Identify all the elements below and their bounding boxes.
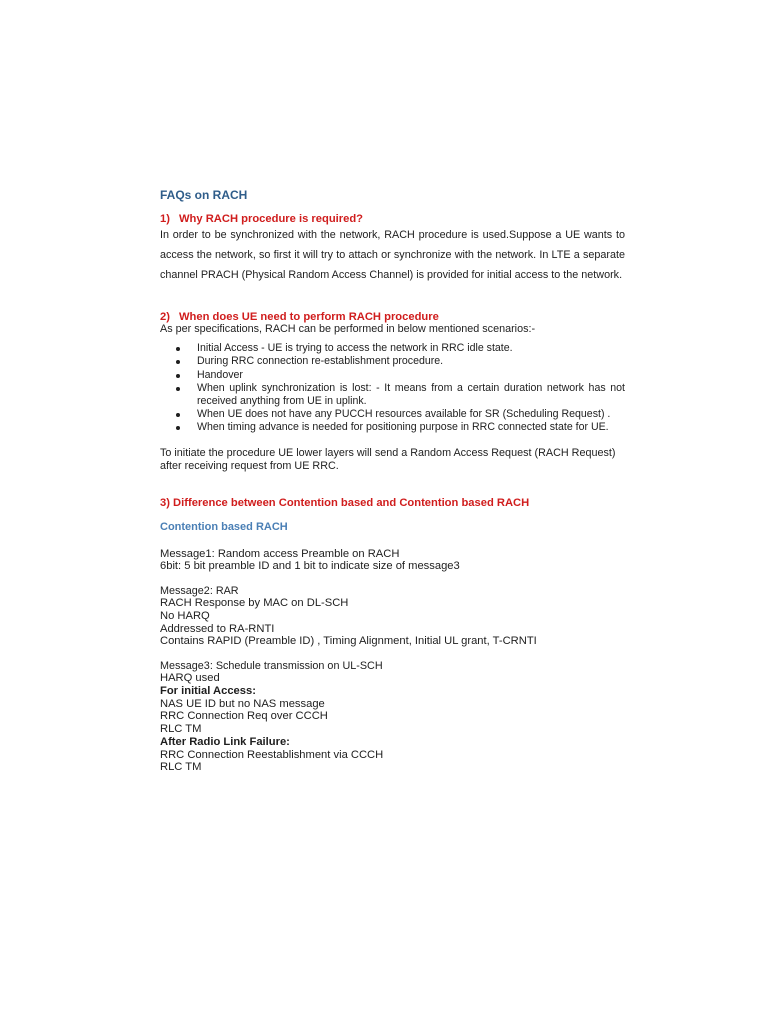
section-3 — [160, 497, 625, 774]
section-3-subheading: Contention based RACH — [160, 520, 288, 533]
message-2-line: Contains RAPID (Preamble ID) , Timing Alignment, Initial UL grant, T-CRNTI — [160, 635, 537, 648]
section-3-heading: 3) Difference between Contention based and Contention based RACH — [160, 496, 530, 509]
list-item-text: When timing advance is needed for positioning purpose in RRC connected state for UE. — [197, 421, 609, 434]
bullet-icon — [176, 426, 180, 430]
section-2-number: 2) — [160, 310, 170, 323]
scenario-list — [160, 342, 625, 434]
list-item — [160, 355, 625, 368]
section-2-heading — [160, 311, 625, 323]
initial-access-label: For initial Access: — [160, 684, 256, 697]
message-2-line: Addressed to RA-RNTI — [160, 622, 275, 635]
section-1-heading — [160, 213, 625, 225]
message-2-title: Message2: RAR — [160, 584, 239, 597]
bullet-icon — [176, 413, 180, 417]
initial-access-line: NAS UE ID but no NAS message — [160, 697, 325, 710]
list-item — [160, 369, 625, 382]
message-1-block — [160, 548, 625, 573]
radio-link-failure-line: RLC TM — [160, 761, 202, 774]
message-2-block — [160, 585, 625, 648]
section-1-heading-text: Why RACH procedure is required? — [179, 213, 363, 225]
message-2-line: RACH Response by MAC on DL-SCH — [160, 597, 349, 610]
list-item — [160, 342, 625, 355]
radio-link-failure-line: RRC Connection Reestablishment via CCCH — [160, 748, 384, 761]
list-item — [160, 382, 625, 408]
list-item-text: Handover — [197, 368, 243, 381]
document-content — [160, 188, 625, 774]
bullet-icon — [176, 374, 180, 378]
section-2 — [160, 311, 625, 474]
list-item-text: During RRC connection re-establishment procedure. — [197, 355, 444, 368]
section-1 — [160, 213, 625, 286]
message-3-block — [160, 660, 625, 774]
message-1-title: Message1: Random access Preamble on RACH — [160, 547, 400, 560]
bullet-icon — [176, 360, 180, 364]
section-2-intro: As per specifications, RACH can be performed in below mentioned scenarios:- — [160, 322, 536, 335]
list-item — [160, 421, 625, 434]
radio-link-failure-label: After Radio Link Failure: — [160, 735, 290, 748]
message-3-title: Message3: Schedule transmission on UL-SCH — [160, 659, 383, 672]
initial-access-line: RRC Connection Req over CCCH — [160, 710, 328, 723]
list-item-text: When UE does not have any PUCCH resources available for SR (Scheduling Request) . — [197, 408, 611, 421]
message-3-line: HARQ used — [160, 672, 220, 685]
list-item — [160, 408, 625, 421]
bullet-icon — [176, 347, 180, 351]
message-2-line: No HARQ — [160, 609, 210, 622]
document-title: FAQs on RACH — [160, 188, 248, 202]
list-item-text: Initial Access - UE is trying to access the network in RRC idle state. — [197, 342, 513, 355]
section-2-heading-text: When does UE need to perform RACH procedure — [179, 310, 439, 323]
list-item-text: When uplink synchronization is lost: - It means from a certain duration network has not received anything from UE in uplink. — [197, 381, 625, 407]
message-1-line: 6bit: 5 bit preamble ID and 1 bit to indicate size of message3 — [160, 560, 460, 573]
section-1-number: 1) — [160, 213, 170, 225]
section-1-body: In order to be synchronized with the network, RACH procedure is used.Suppose a UE wants to access the network, so first it will try to attach or synchronize with the network. In LTE a separate channel PRACH (Physical Random Access Channel) is provided for initial access to the network. — [160, 229, 625, 282]
bullet-icon — [176, 387, 180, 391]
section-2-outro: To initiate the procedure UE lower layers will send a Random Access Request (RACH Request) after receiving request from UE RRC. — [160, 446, 616, 473]
initial-access-line: RLC TM — [160, 723, 202, 736]
